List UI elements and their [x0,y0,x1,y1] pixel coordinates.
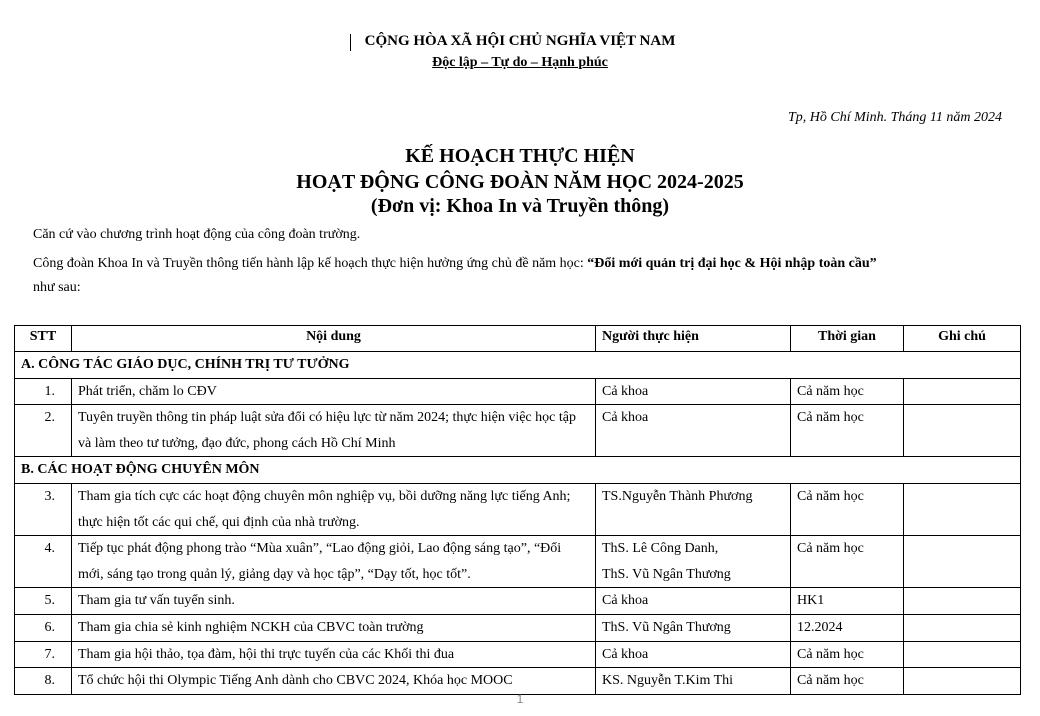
row-person [596,536,791,588]
row-note [904,588,1021,615]
plan-title-line2: HOẠT ĐỘNG CÔNG ĐOÀN NĂM HỌC 2024-2025 [296,171,744,193]
intro-tail: như sau: [33,280,81,295]
row-stt: 5. [15,588,72,615]
row-content: Tham gia hội thảo, tọa đàm, hội thi trực tuyến của các Khối thi đua [72,641,596,668]
header-time: Thời gian [791,326,904,352]
row-content: Tổ chức hội thi Olympic Tiếng Anh dành cho CBVC 2024, Khóa học MOOC [72,668,596,695]
row-time: Cả năm học [791,405,904,457]
row-person: KS. Nguyễn T.Kim Thi [596,668,791,695]
row-content: Tham gia chia sẻ kinh nghiệm NCKH của CBVC toàn trường [72,614,596,641]
header-person: Người thực hiện [596,326,791,352]
header-note: Ghi chú [904,326,1021,352]
theme-text: “Đổi mới quản trị đại học & Hội nhập toàn cầu” [587,256,877,271]
table-row [15,483,1021,535]
table-row [15,641,1021,668]
row-person: Cả khoa [596,405,791,457]
section-b-label: B. CÁC HOẠT ĐỘNG CHUYÊN MÔN [15,457,1021,484]
person-line: ThS. Vũ Ngân Thương [602,566,731,582]
date-line: Tp, Hồ Chí Minh. Tháng 11 năm 2024 [787,110,1002,125]
row-stt: 2. [15,405,72,457]
table-row [15,378,1021,405]
row-stt: 8. [15,668,72,695]
row-time: Cả năm học [791,378,904,405]
nation-heading: CỘNG HÒA XÃ HỘI CHỦ NGHĨA VIỆT NAM [364,33,676,49]
row-note [904,641,1021,668]
person-line: ThS. Lê Công Danh, [602,541,719,557]
row-content: Phát triển, chăm lo CĐV [72,378,596,405]
intro-text: Công đoàn Khoa In và Truyền thông tiến hành lập kế hoạch thực hiện hưởng ứng chủ đề năm học: [33,256,588,271]
header-stt: STT [15,326,72,352]
row-stt: 4. [15,536,72,588]
plan-title-line3: (Đơn vị: Khoa In và Truyền thông) [370,195,670,217]
plan-title-line1: KẾ HOẠCH THỰC HIỆN [405,145,635,167]
intro-paragraph-2 [33,252,1008,300]
row-person: TS.Nguyễn Thành Phương [596,483,791,535]
table-row [15,405,1021,457]
section-row [15,352,1021,379]
row-time: Cả năm học [791,536,904,588]
row-time: HK1 [791,588,904,615]
row-note [904,378,1021,405]
row-note [904,668,1021,695]
row-time: Cả năm học [791,668,904,695]
row-person: Cả khoa [596,378,791,405]
motto-heading: Độc lập – Tự do – Hạnh phúc [432,55,608,70]
intro-paragraph-1: Căn cứ vào chương trình hoạt động của công đoàn trường. [33,227,361,242]
row-person: Cả khoa [596,641,791,668]
table-row [15,588,1021,615]
row-time: 12.2024 [791,614,904,641]
table-row [15,614,1021,641]
page-number: 1 [516,692,524,706]
row-note [904,483,1021,535]
row-content: Tham gia tư vấn tuyển sinh. [72,588,596,615]
header-content: Nội dung [72,326,596,352]
row-stt: 6. [15,614,72,641]
row-content: Tiếp tục phát động phong trào “Mùa xuân”, “Lao động giỏi, Lao động sáng tạo”, “Đổi mới, sáng tạo trong quản lý, giảng dạy và học tập”, “Dạy tốt, học tốt”. [72,536,596,588]
section-a-label: A. CÔNG TÁC GIÁO DỤC, CHÍNH TRỊ TƯ TƯỞNG [15,352,1021,379]
table-row [15,536,1021,588]
row-note [904,536,1021,588]
row-stt: 3. [15,483,72,535]
table-header-row [15,326,1021,352]
row-stt: 7. [15,641,72,668]
row-time: Cả năm học [791,483,904,535]
row-stt: 1. [15,378,72,405]
table-row [15,668,1021,695]
row-person: ThS. Vũ Ngân Thương [596,614,791,641]
row-content: Tuyên truyền thông tin pháp luật sửa đổi có hiệu lực từ năm 2024; thực hiện việc học tập và làm theo tư tưởng, đạo đức, phong cách Hồ Chí Minh [72,405,596,457]
plan-table [14,325,1021,695]
section-row [15,457,1021,484]
row-content: Tham gia tích cực các hoạt động chuyên môn nghiệp vụ, bồi dưỡng năng lực tiếng Anh; thực hiện tốt các qui chế, qui định của nhà trường. [72,483,596,535]
row-time: Cả năm học [791,641,904,668]
row-person: Cả khoa [596,588,791,615]
row-note [904,614,1021,641]
row-note [904,405,1021,457]
